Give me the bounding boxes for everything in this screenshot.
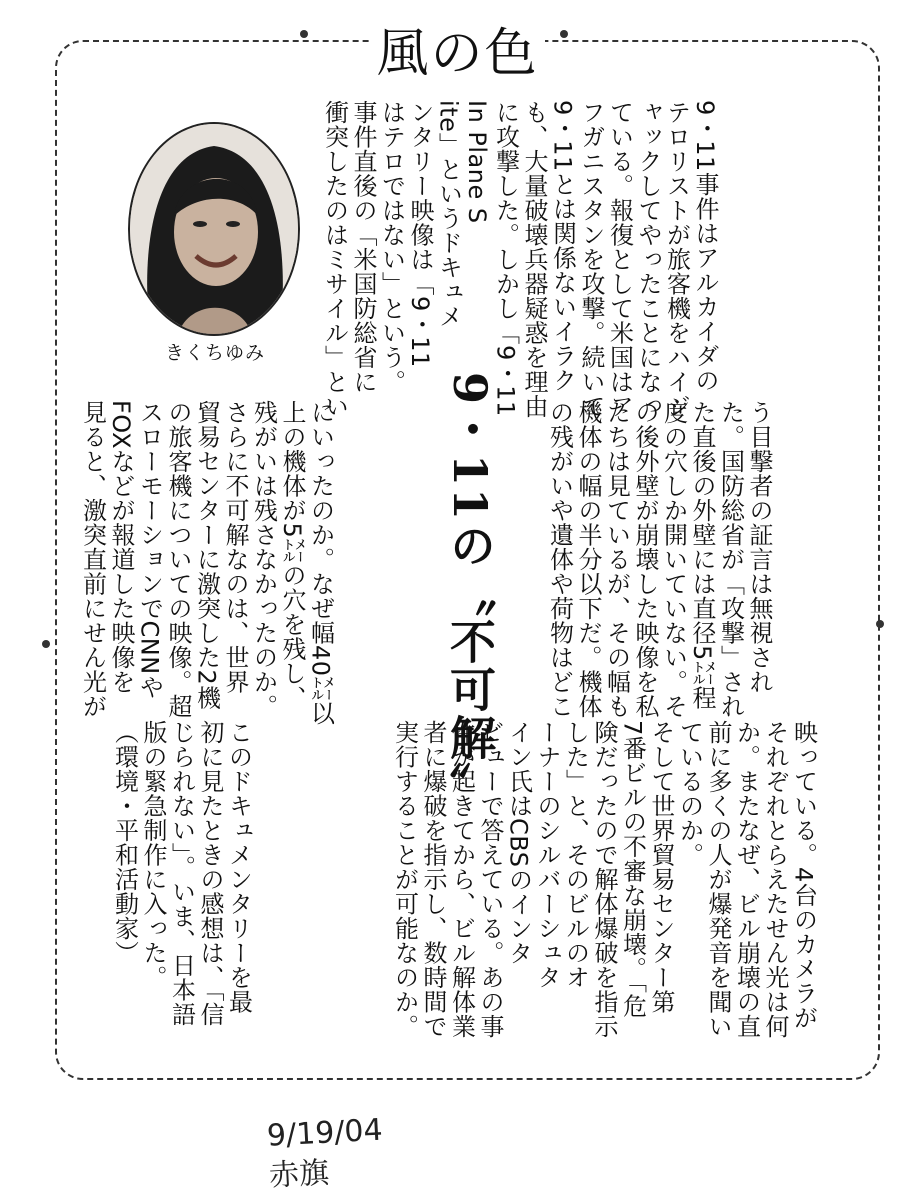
column-top-right-line: ite」というドキュメ: [434, 100, 463, 329]
column-middle-right-line: た。国防総省が「攻撃」され: [716, 400, 745, 719]
column-top-right-line: ャックしてやったことになっ: [634, 100, 662, 419]
column-bottom-right-line: 前に多くの人が爆発音を聞い: [704, 720, 732, 1039]
column-top-right-line: In Plane S: [463, 100, 491, 224]
column-top-right-line: 9・11事件はアルカイダの: [691, 100, 719, 393]
column-bottom-left-line: じられない」。いま、日本語: [167, 720, 196, 1027]
column-bottom-left-line: 版の緊急制作に入った。: [139, 720, 167, 990]
column-bottom-right-line: か。またなぜ、ビル崩壊の直: [732, 720, 761, 1039]
column-middle-right-line: た直後の外壁には直径5㍍程: [688, 400, 716, 710]
column-middle-right-line: たちは見ているが、その幅も: [602, 400, 631, 719]
column-middle-left: [78, 400, 335, 726]
column-bottom-right-line: イン氏はCBSのインタ: [504, 720, 533, 966]
portrait-image: [130, 124, 298, 334]
column-middle-left-line: さらに不可解なのは、世界: [221, 400, 249, 694]
column-bottom-left-line: （環境・平和活動家）: [110, 720, 139, 965]
handwritten-date-note: 9/19/04 赤旗: [266, 1112, 384, 1194]
column-middle-right-line: の後外壁が崩壊した映像を私: [631, 400, 659, 719]
column-bottom-right-line: それぞれとらえたせん光は何: [761, 720, 789, 1039]
column-bottom-right-line: 映っている。4台のカメラが: [789, 720, 818, 1030]
column-middle-left-line: 上の機体が5㍍の穴を残し、: [278, 400, 306, 710]
column-middle-right-line: 度の穴しか開いていない。そ: [659, 400, 688, 719]
column-middle-left-line: の旅客機についての映像。超: [164, 400, 192, 719]
column-top-right-line: 9・11とは関係ないイラク: [548, 100, 577, 393]
column-bottom-right-line: 険だったので解体爆破を指示: [590, 720, 618, 1039]
column-middle-right: [545, 400, 773, 719]
column-top-right-line: 事件直後の「米国防総省に: [349, 100, 377, 394]
column-bottom-right-line: 者に爆破を指示し、数時間で: [419, 720, 447, 1039]
column-bottom-left-line: 初に見たときの感想は、「信: [196, 720, 224, 1027]
column-middle-left-line: FOXなどが報道した映像を: [107, 400, 135, 695]
column-bottom-right-line: そして世界貿易センター第: [647, 720, 675, 1014]
author-photo: [128, 122, 300, 336]
column-logo: 風の色: [370, 20, 545, 88]
column-bottom-right-line: ビューで答えている。あの事: [476, 720, 504, 1039]
border-dot: [42, 640, 50, 648]
column-middle-right-line: の残がいや遺体や荷物はどこ: [545, 400, 574, 719]
column-top-right-line: に攻撃した。しかし「9・11: [491, 100, 520, 417]
column-bottom-right-line: した」と、そのビルのオ: [561, 720, 590, 990]
column-bottom-right-line: 7番ビルの不審な崩壊。「危: [618, 720, 647, 1018]
column-bottom-right: [390, 720, 818, 1060]
author-caption: きくちゆみ: [164, 342, 265, 364]
column-bottom-left-line: このドキュメンタリーを最: [224, 720, 253, 1014]
column-middle-right-line: 機体の幅の半分以下だ。機体: [574, 400, 602, 719]
column-bottom-right-line: ているのか。: [675, 720, 704, 867]
column-middle-right-line: う目撃者の証言は無視され: [745, 400, 773, 694]
border-dot: [300, 30, 308, 38]
column-top-right-line: 衝突したのはミサイル」とい: [320, 100, 349, 419]
column-top-right-line: フガニスタンを攻撃。続いて: [577, 100, 605, 419]
column-middle-left-line: 見ると、激突直前にせん光が: [78, 400, 107, 719]
column-middle-left-line: スローモーションでCNNや: [135, 400, 164, 700]
column-top-right: [320, 100, 719, 419]
column-top-right-line: ンタリー映像は「9・11: [406, 100, 434, 368]
column-bottom-right-line: ーナーのシルバーシュタ: [533, 720, 561, 990]
column-top-right-line: ている。報復として米国はア: [605, 100, 634, 419]
column-bottom-right-line: 実行することが可能なのか。: [390, 720, 419, 1039]
border-dot: [560, 30, 568, 38]
border-dot: [876, 620, 884, 628]
column-middle-left-line: 残がいは残さなかったのか。: [249, 400, 278, 719]
column-bottom-right-line: 件が起きてから、ビル解体業: [447, 720, 476, 1039]
column-middle-left-line: 貿易センターに激突した2機: [192, 400, 221, 710]
column-top-right-line: テロリストが旅客機をハイジ: [662, 100, 691, 419]
column-bottom-left: [110, 720, 253, 1060]
column-top-right-line: はテロではない」という。: [377, 100, 406, 394]
column-top-right-line: も、大量破壊兵器疑惑を理由: [520, 100, 548, 419]
headline: 9・11の〝不可解〟: [443, 372, 497, 811]
column-middle-left-line: にいったのか。なぜ幅40㍍以: [306, 400, 335, 726]
